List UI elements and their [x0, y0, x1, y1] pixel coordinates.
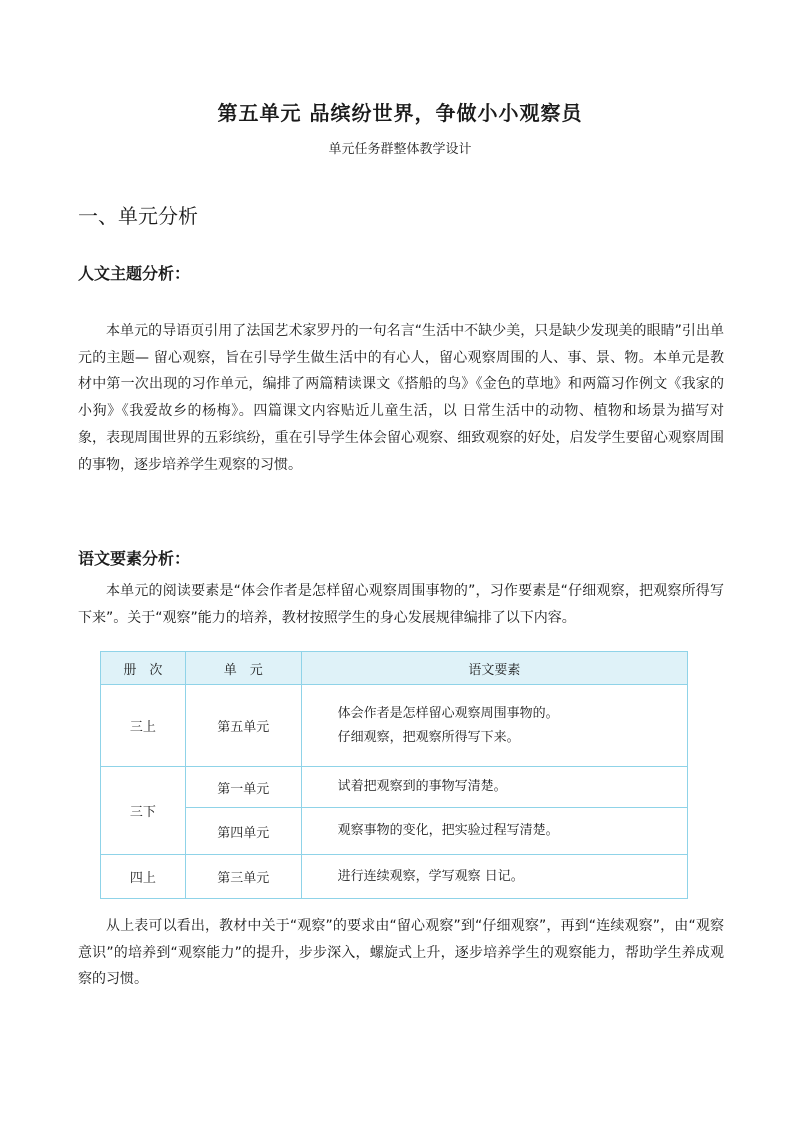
- requirement-line: 试着把观察到的事物写清楚。: [337, 779, 507, 794]
- humanities-heading: 人文主题分析：: [78, 264, 191, 283]
- table-header-requirement: 语文要素: [301, 652, 687, 685]
- table-header-unit: 单 元: [185, 652, 301, 685]
- humanities-text: 本单元的导语页引用了法国艺术家罗丹的一句名言“生活中不缺少美，只是缺少发现美的眼睛”引出单元的主题— 留心观察，旨在引导学生做生活中的有心人，留心观察周围的人、事、景、物。本单元是教材中第一次出现的习作单元，编排了两篇精读课文《搭船的鸟》《金色的草地》和两篇习作例文《我家的小狗》《我爱故乡的杨梅》。四篇课文内容贴近儿童生活，以 日常生活中的动物、植物和场景为描写对象，表现周围世界的五彩缤纷，重在引导学生体会留心观察、细致观察的好处，启发学生要留心观察周围的事物，逐步培养学生观察的习惯。: [78, 323, 724, 473]
- requirement-line: 观察事物的变化，把实验过程写清楚。: [337, 823, 559, 838]
- document-subtitle: 单元任务群整体教学设计: [328, 142, 472, 157]
- language-paragraph: [78, 578, 724, 631]
- requirement-line: 进行连续观察，学写观察 日记。: [337, 868, 524, 884]
- table-row: [101, 685, 688, 767]
- table-cell-requirement: [301, 808, 687, 855]
- requirement-line: 体会作者是怎样留心观察周围事物的。: [337, 705, 559, 721]
- table-row: [101, 808, 688, 855]
- table-row: [101, 767, 688, 808]
- table-cell-volume: 三上: [101, 685, 186, 767]
- conclusion-paragraph: [78, 913, 724, 993]
- table-cell-requirement: [301, 685, 687, 767]
- table-header-row: [101, 652, 688, 685]
- table-cell-unit: 第一单元: [185, 767, 301, 808]
- section-heading-unit-analysis: 一、单元分析: [78, 204, 198, 228]
- language-heading: 语文要素分析：: [78, 549, 191, 568]
- humanities-paragraph: [78, 318, 724, 478]
- language-elements-table: [100, 651, 688, 899]
- conclusion-text: 从上表可以看出，教材中关于“观察”的要求由“留心观察”到“仔细观察”，再到“连续观察”，由“观察意识”的培养到“观察能力”的提升，步步深入，螺旋式上升，逐步培养学生的观察能力，帮助学生养成观察的习惯。: [78, 918, 724, 988]
- table-cell-unit: 第三单元: [185, 855, 301, 899]
- table-header-volume: 册 次: [101, 652, 186, 685]
- table-cell-requirement: [301, 855, 687, 899]
- table-cell-volume: 三下: [101, 767, 186, 855]
- table-cell-volume: 四上: [101, 855, 186, 899]
- table-cell-unit: 第四单元: [185, 808, 301, 855]
- table-cell-unit: 第五单元: [185, 685, 301, 767]
- language-text: 本单元的阅读要素是“体会作者是怎样留心观察周围事物的”，习作要素是“仔细观察，把观察所得写下来”。关于“观察”能力的培养，教材按照学生的身心发展规律编排了以下内容。: [78, 583, 724, 626]
- table-cell-requirement: [301, 767, 687, 808]
- requirement-line: 仔细观察，把观察所得写下来。: [337, 729, 520, 745]
- table-row: [101, 855, 688, 899]
- document-title: 第五单元 品缤纷世界，争做小小观察员: [217, 101, 583, 125]
